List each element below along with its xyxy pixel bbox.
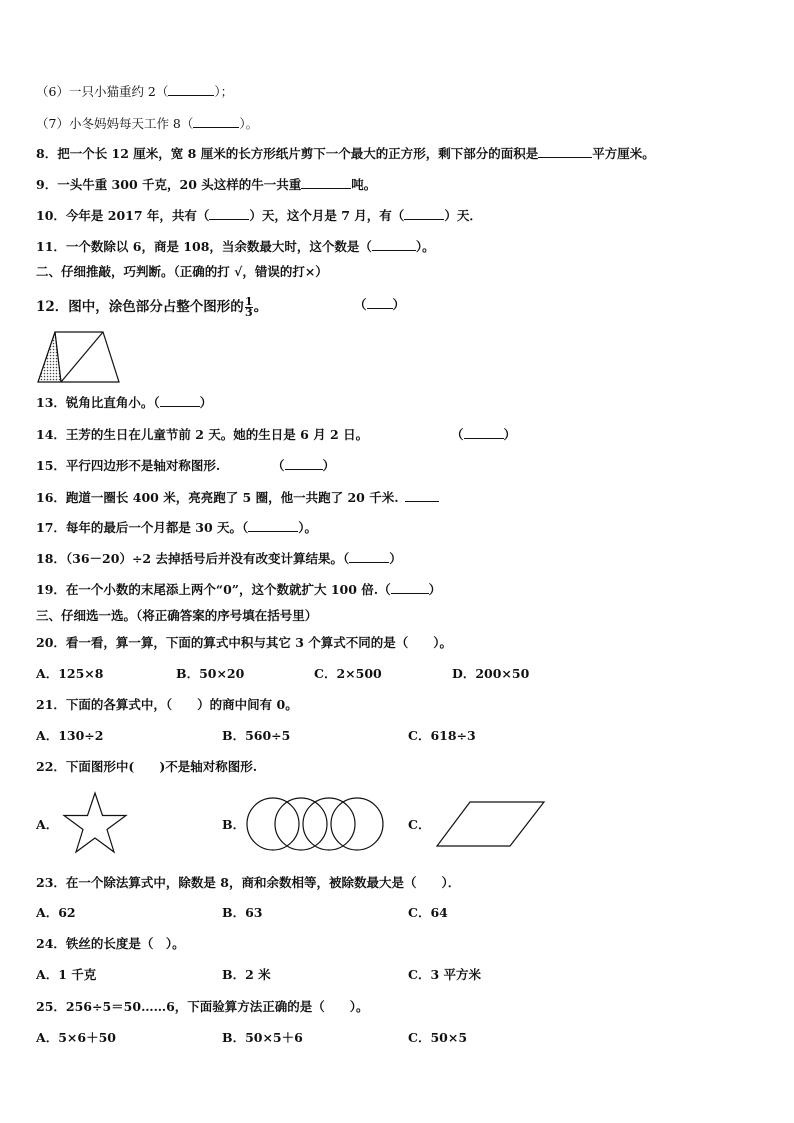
q22-option-c[interactable]: C． — [408, 817, 431, 832]
q21-option-a[interactable]: A．130÷2 — [36, 728, 104, 743]
bracket-open: （ — [354, 297, 367, 312]
q8-text: 把一个长 12 厘米，宽 8 厘米的长方形纸片剪下一个最大的正方形，剩下部分的面积是 — [57, 146, 539, 161]
q12-tail: 。 — [253, 299, 268, 315]
trapezoid-divider-2 — [61, 332, 103, 382]
question-8 — [36, 146, 655, 162]
question-10 — [36, 208, 482, 224]
answer-blank[interactable] — [301, 177, 351, 189]
ring-1 — [247, 798, 299, 850]
q13-number: 13． — [36, 395, 66, 410]
q9-text: 一头牛重 300 千克，20 头这样的牛一共重 — [57, 177, 302, 192]
q18-tail: ） — [389, 551, 402, 566]
q24-option-b[interactable]: B．2 米 — [222, 967, 271, 982]
q20-option-c[interactable]: C．2×500 — [314, 666, 382, 681]
ring-3 — [303, 798, 355, 850]
q20-number: 20． — [36, 635, 66, 650]
q6-text: （6）一只小猫重约 2（ — [36, 84, 169, 99]
q18-number: 18． — [36, 551, 66, 566]
q25-option-b[interactable]: B．50×5＋6 — [222, 1030, 303, 1045]
q17-number: 17． — [36, 520, 66, 535]
q21-text: 下面的各算式中，（ ）的商中间有 0。 — [65, 697, 298, 712]
question-7 — [36, 116, 258, 132]
question-21 — [36, 697, 298, 713]
question-13 — [36, 395, 212, 411]
q15-answer-bracket[interactable] — [272, 458, 335, 474]
q7-text: （7）小冬妈妈每天工作 8（ — [36, 116, 194, 131]
q25-option-a[interactable]: A．5×6＋50 — [36, 1030, 116, 1045]
question-18 — [36, 551, 402, 567]
question-25 — [36, 999, 369, 1015]
bracket-open: （ — [451, 427, 464, 442]
q17-tail: ）。 — [298, 520, 318, 535]
question-9 — [36, 177, 376, 193]
q12-text: 图中，涂色部分占整个图形的 — [68, 299, 244, 315]
answer-blank[interactable] — [404, 208, 444, 220]
bracket-open: （ — [272, 458, 285, 473]
q11-number: 11． — [36, 239, 66, 254]
question-20 — [36, 635, 452, 651]
q9-number: 9． — [36, 177, 58, 192]
answer-blank[interactable] — [209, 208, 249, 220]
answer-blank[interactable] — [405, 490, 439, 502]
q24-text: 铁丝的长度是（ ）。 — [65, 936, 185, 951]
answer-blank[interactable] — [168, 84, 214, 96]
q10-part2: ）天，这个月是 7 月，有（ — [249, 208, 405, 223]
q24-option-c[interactable]: C．3 平方米 — [408, 967, 481, 982]
question-12 — [36, 297, 267, 318]
q7-tail: ）。 — [239, 116, 259, 131]
q9-tail: 吨。 — [351, 177, 377, 192]
q16-number: 16． — [36, 490, 66, 505]
answer-blank[interactable] — [248, 520, 298, 532]
q22-number: 22． — [36, 759, 66, 774]
star-figure[interactable] — [62, 792, 128, 854]
q14-text: 王芳的生日在儿童节前 2 天。她的生日是 6 月 2 日。 — [65, 427, 369, 442]
answer-blank[interactable] — [367, 297, 393, 309]
parallelogram-figure[interactable] — [436, 801, 546, 847]
q12-answer-bracket[interactable] — [354, 297, 405, 313]
question-19 — [36, 582, 441, 598]
q25-option-c[interactable]: C．50×5 — [408, 1030, 468, 1045]
q25-number: 25． — [36, 999, 66, 1014]
q20-option-a[interactable]: A．125×8 — [36, 666, 104, 681]
parallelogram-shape — [437, 802, 544, 846]
q23-option-a[interactable]: A．62 — [36, 905, 76, 920]
q6-tail: ）； — [214, 84, 234, 99]
q8-tail: 平方厘米。 — [592, 146, 655, 161]
ring-4 — [331, 798, 383, 850]
q10-number: 10． — [36, 208, 66, 223]
q23-option-b[interactable]: B．63 — [222, 905, 263, 920]
question-6 — [36, 84, 233, 100]
ring-2 — [275, 798, 327, 850]
question-16 — [36, 490, 439, 506]
q16-text: 跑道一圈长 400 米，亮亮跑了 5 圈，他一共跑了 20 千米. — [65, 490, 399, 505]
q22-option-b[interactable]: B． — [222, 817, 246, 832]
q10-part3: ）天． — [444, 208, 482, 223]
bracket-close: ） — [503, 427, 517, 442]
q19-text: 在一个小数的末尾添上两个“0”，这个数就扩大 100 倍.（ — [65, 582, 391, 597]
q23-text: 在一个除法算式中，除数是 8，商和余数相等，被除数最大是（ ）． — [65, 875, 461, 890]
fraction-denominator: 3 — [244, 306, 253, 319]
answer-blank[interactable] — [391, 582, 429, 594]
q8-number: 8． — [36, 146, 58, 161]
q14-number: 14． — [36, 427, 66, 442]
q20-option-d[interactable]: D．200×50 — [452, 666, 530, 681]
q15-number: 15． — [36, 458, 66, 473]
q20-text: 看一看，算一算，下面的算式中积与其它 3 个算式不同的是（ ）。 — [65, 635, 453, 650]
four-rings-figure[interactable] — [245, 797, 385, 851]
q13-tail: ） — [199, 395, 213, 410]
q21-number: 21． — [36, 697, 66, 712]
q12-number: 12． — [36, 299, 69, 315]
section-2-heading: 二、仔细推敲，巧判断。（正确的打 √，错误的打×） — [36, 264, 328, 279]
q25-text: 256÷5＝50……6，下面验算方法正确的是（ ）。 — [65, 999, 369, 1014]
q11-tail: ）。 — [415, 239, 435, 254]
answer-blank[interactable] — [193, 116, 239, 128]
q11-text: 一个数除以 6，商是 108，当余数最大时，这个数是（ — [65, 239, 372, 254]
answer-blank[interactable] — [285, 458, 323, 470]
answer-blank[interactable] — [349, 551, 389, 563]
q24-number: 24． — [36, 936, 66, 951]
answer-blank[interactable] — [538, 146, 592, 158]
fraction-one-third — [245, 297, 253, 318]
q19-tail: ） — [428, 582, 442, 597]
question-14 — [36, 427, 368, 443]
answer-blank[interactable] — [372, 239, 416, 251]
bracket-close: ） — [392, 297, 406, 312]
q23-option-c[interactable]: C．64 — [408, 905, 448, 920]
q13-text: 锐角比直角小。（ — [65, 395, 160, 410]
question-11 — [36, 239, 435, 255]
q22-option-a[interactable]: A． — [36, 817, 59, 832]
q23-number: 23． — [36, 875, 66, 890]
answer-blank[interactable] — [160, 395, 200, 407]
question-15 — [36, 458, 220, 474]
question-17 — [36, 520, 317, 536]
star-shape — [64, 793, 126, 852]
q24-option-a[interactable]: A．1 千克 — [36, 967, 97, 982]
answer-blank[interactable] — [464, 427, 504, 439]
q15-text: 平行四边形不是轴对称图形. — [65, 458, 221, 473]
bracket-close: ） — [322, 458, 336, 473]
q18-text: （36－20）÷2 去掉括号后并没有改变计算结果。（ — [65, 551, 350, 566]
q14-answer-bracket[interactable] — [451, 427, 516, 443]
section-3-heading: 三、仔细选一选。（将正确答案的序号填在括号里） — [36, 608, 318, 623]
q21-option-b[interactable]: B．560÷5 — [222, 728, 291, 743]
q20-option-b[interactable]: B．50×20 — [176, 666, 245, 681]
q22-text: 下面图形中( )不是轴对称图形. — [65, 759, 258, 774]
q17-text: 每年的最后一个月都是 30 天。（ — [65, 520, 249, 535]
question-23 — [36, 875, 460, 891]
trapezoid-figure — [37, 330, 121, 384]
question-24 — [36, 936, 185, 952]
fraction-numerator: 1 — [244, 295, 253, 308]
q10-part1: 今年是 2017 年，共有（ — [65, 208, 210, 223]
q19-number: 19． — [36, 582, 66, 597]
question-22 — [36, 759, 257, 775]
q21-option-c[interactable]: C．618÷3 — [408, 728, 476, 743]
